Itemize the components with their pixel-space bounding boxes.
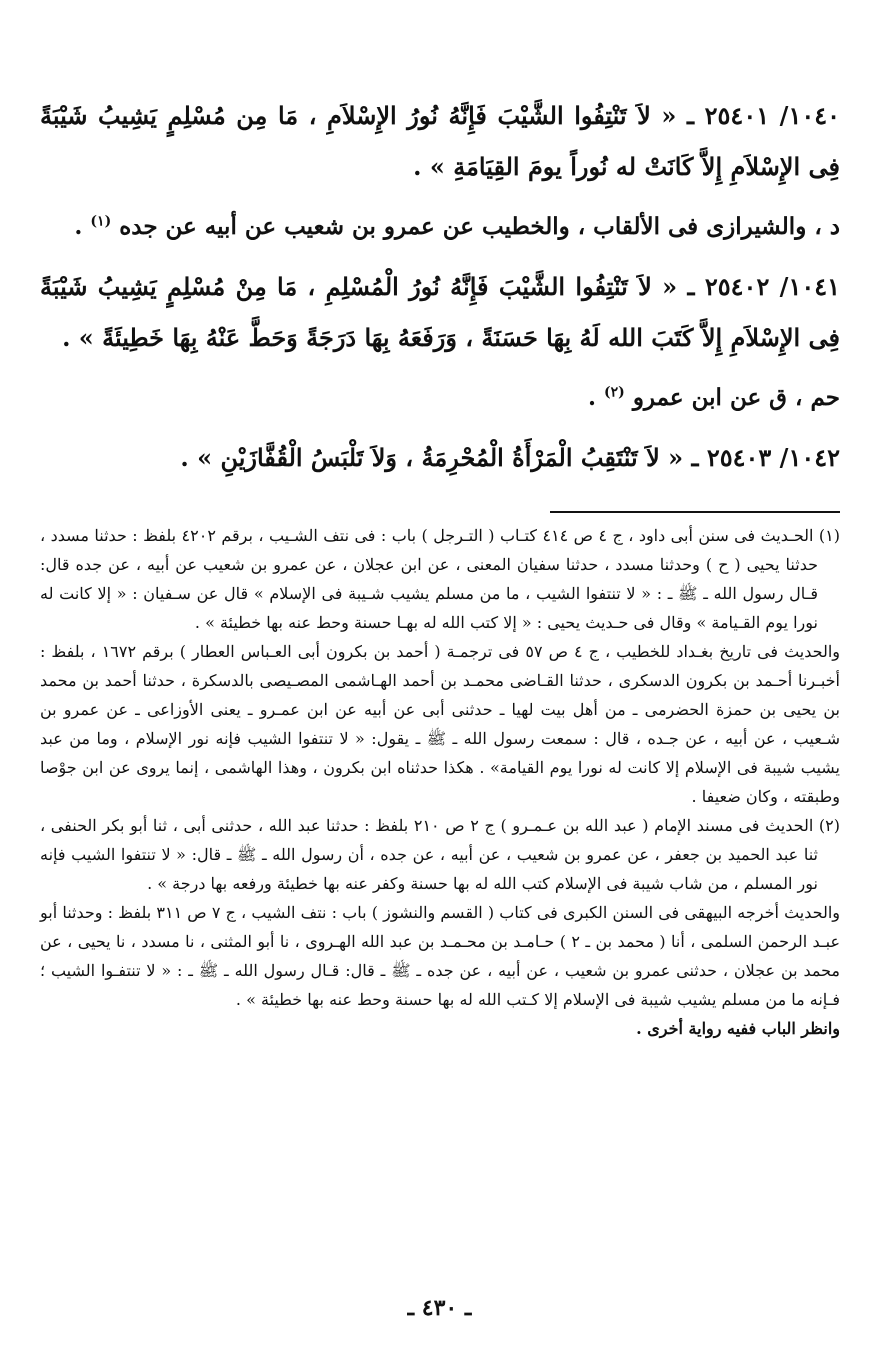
source-end-dot: . <box>588 384 605 411</box>
page-content <box>40 90 840 1043</box>
page-number: ـ ٤٣٠ ـ <box>407 1295 472 1321</box>
hadith-1040: ١٠٤٠/ ٢٥٤٠١ ـ « لاَ تَنْتِفُوا الشَّيْبَ فَإِنَّهُ نُورُ الإِسْلاَمِ ، مَا مِن مُسْلِمٍ يَشِيبُ شَيْبَةً فِى الإِسْلاَمِ إِلاَّ كَانَتْ له نُوراً يومَ القِيَامَةِ » . <box>40 101 841 181</box>
source-text: حم ، ق عن ابن عمرو <box>632 384 840 411</box>
footnote-divider <box>550 511 840 513</box>
hadith-1041-source <box>40 372 840 423</box>
hadith-1040-source <box>40 201 840 252</box>
footnote-2: (٢) الحديث فى مسند الإمام ( عبد الله بن عـمـرو ) ج ٢ ص ٢١٠ بلفظ : حدثنا عبد الله ، حدثنى أبى ، ثنا أبو بكر الحنفى ، ثنا عبد الحميد بن جعفر ، عن عمرو بن شعيب ، عن أبيه ، عن جده ، أن رسول الله ـ ﷺ ـ قال: « لا تنتفوا الشيب فإنه نور المسلم ، من شاب شيبة فى الإسلام كتب الله له بها حسنة وكفر عنه بها خطيئة ورفعه بها درجة » . <box>40 816 841 893</box>
footnote-2-continued: والحديث أخرجه البيهقى فى السنن الكبرى فى كتاب ( القسم والنشوز ) باب : نتف الشيب ، ج ٧ ص ٣١١ بلفظ : وحدثنا أبو عبـد الرحمن السلمى ، أنا ( محمد بن ـ ٢ ) حـامـد بن محـمـد بن عبد الله الهـروى ، نا أبو المثنى ، نا مسدد ، نا يحيى ، عن محمد بن عجلان ، حدثنى عمرو بن شعيب ، عن أبيه ، عن جده ـ ﷺ ـ قال: قـال رسول الله ـ ﷺ ـ : « لا تنتفـوا الشيب ؛ فـإنه ما من مسلم يشيب شيبة فى الإسلام إلا كـتب الله له بها حسنة وحط عنه بها خطيئة » . <box>40 903 840 1009</box>
footnote-ref-2[interactable]: (٢) <box>604 384 625 401</box>
main-text <box>40 90 840 483</box>
hadith-1041: ١٠٤١/ ٢٥٤٠٢ ـ « لاَ تَنْتِفُوا الشَّيْبَ فَإِنَّهُ نُورُ الْمُسْلِمِ ، مَا مِنْ مُسْلِمٍ يَشِيبُ شَيْبَةً فِى الإِسْلاَمِ إِلاَّ كَتَبَ الله لَهُ بِهَا حَسَنَةً ، وَرَفَعَهُ بِهَا دَرَجَةً وَحَطَّ عَنْهُ بِهَا خَطِيئَةً » . <box>40 272 841 352</box>
footnote-ref-1[interactable]: (١) <box>90 213 112 230</box>
footnotes <box>40 521 840 1043</box>
source-text: د ، والشيرازى فى الألقاب ، والخطيب عن عمرو بن شعيب عن أبيه عن جده <box>119 213 840 240</box>
footnote-1: (١) الحـديث فى سنن أبى داود ، ج ٤ ص ٤١٤ كتـاب ( التـرجل ) باب : فى نتف الشـيب ، برقم ٤٢٠٢ بلفظ : حدثنا مسدد ، حدثنا يحيى ( ح ) وحدثنا مسدد ، حدثنا سفيان المعنى ، عن ابن عجلان ، عن عمرو بن شعيب عن أبيه ، عن جده قال: قـال رسول الله ـ ﷺ ـ : « لا تنتفوا الشيب ، ما من مسلم يشيب شـيبة فى الإسلام » قال عن سـفيان : « إلا كانت له نورا يوم القـيامة » وقال فى حـديث يحيى : « إلا كتب الله له بهـا حسنة وحط عنه بها خطيئة » . <box>40 526 841 632</box>
footnote-1-continued: والحديث فى تاريخ بغـداد للخطيب ، ج ٤ ص ٥٧ فى ترجمـة ( أحمد بن بكرون أبى العـباس العطار ) برقم ١٦٧٢ ، بلفظ : أخبـرنا أحـمد بن بكرون الدسكرى ، حدثنا القـاضى محمـد بن أحمد الهـاشمى المصـيصى بالدسكرة ، حدثنا أحمد بن محمد بن يحيى بن حمزة الحضرمى ـ من أهل بيت لهيا ـ حدثنى أبى عن أبيه عن ابن عمـرو ـ يعنى الأوزاعى ـ عن عمرو بن شـعيب ، عن أبيه ، عن جـده ، قال : سمعت رسول الله ـ ﷺ ـ يقول: « لا تنتفوا الشيب فإنه نور الإسلام ، وما من عبد يشيب شيبة فى الإسلام إلا كانت له نورا يوم القيامة» . هكذا حدثناه ابن بكرون ، وهذا الهاشمى ، إنما يروى عن ابن جوْصا وطبقته ، وكان ضعيفا . <box>40 642 841 806</box>
footnote-2-see-also: وانظر الباب ففيه رواية أخرى . <box>636 1019 840 1038</box>
source-end-dot: . <box>74 213 91 240</box>
hadith-1042: ١٠٤٢/ ٢٥٤٠٣ ـ « لاَ تَنْتَقِبُ الْمَرْأَةُ الْمُحْرِمَةُ ، وَلاَ تَلْبَسُ الْقُفَّازَيْنِ » . <box>180 443 840 472</box>
